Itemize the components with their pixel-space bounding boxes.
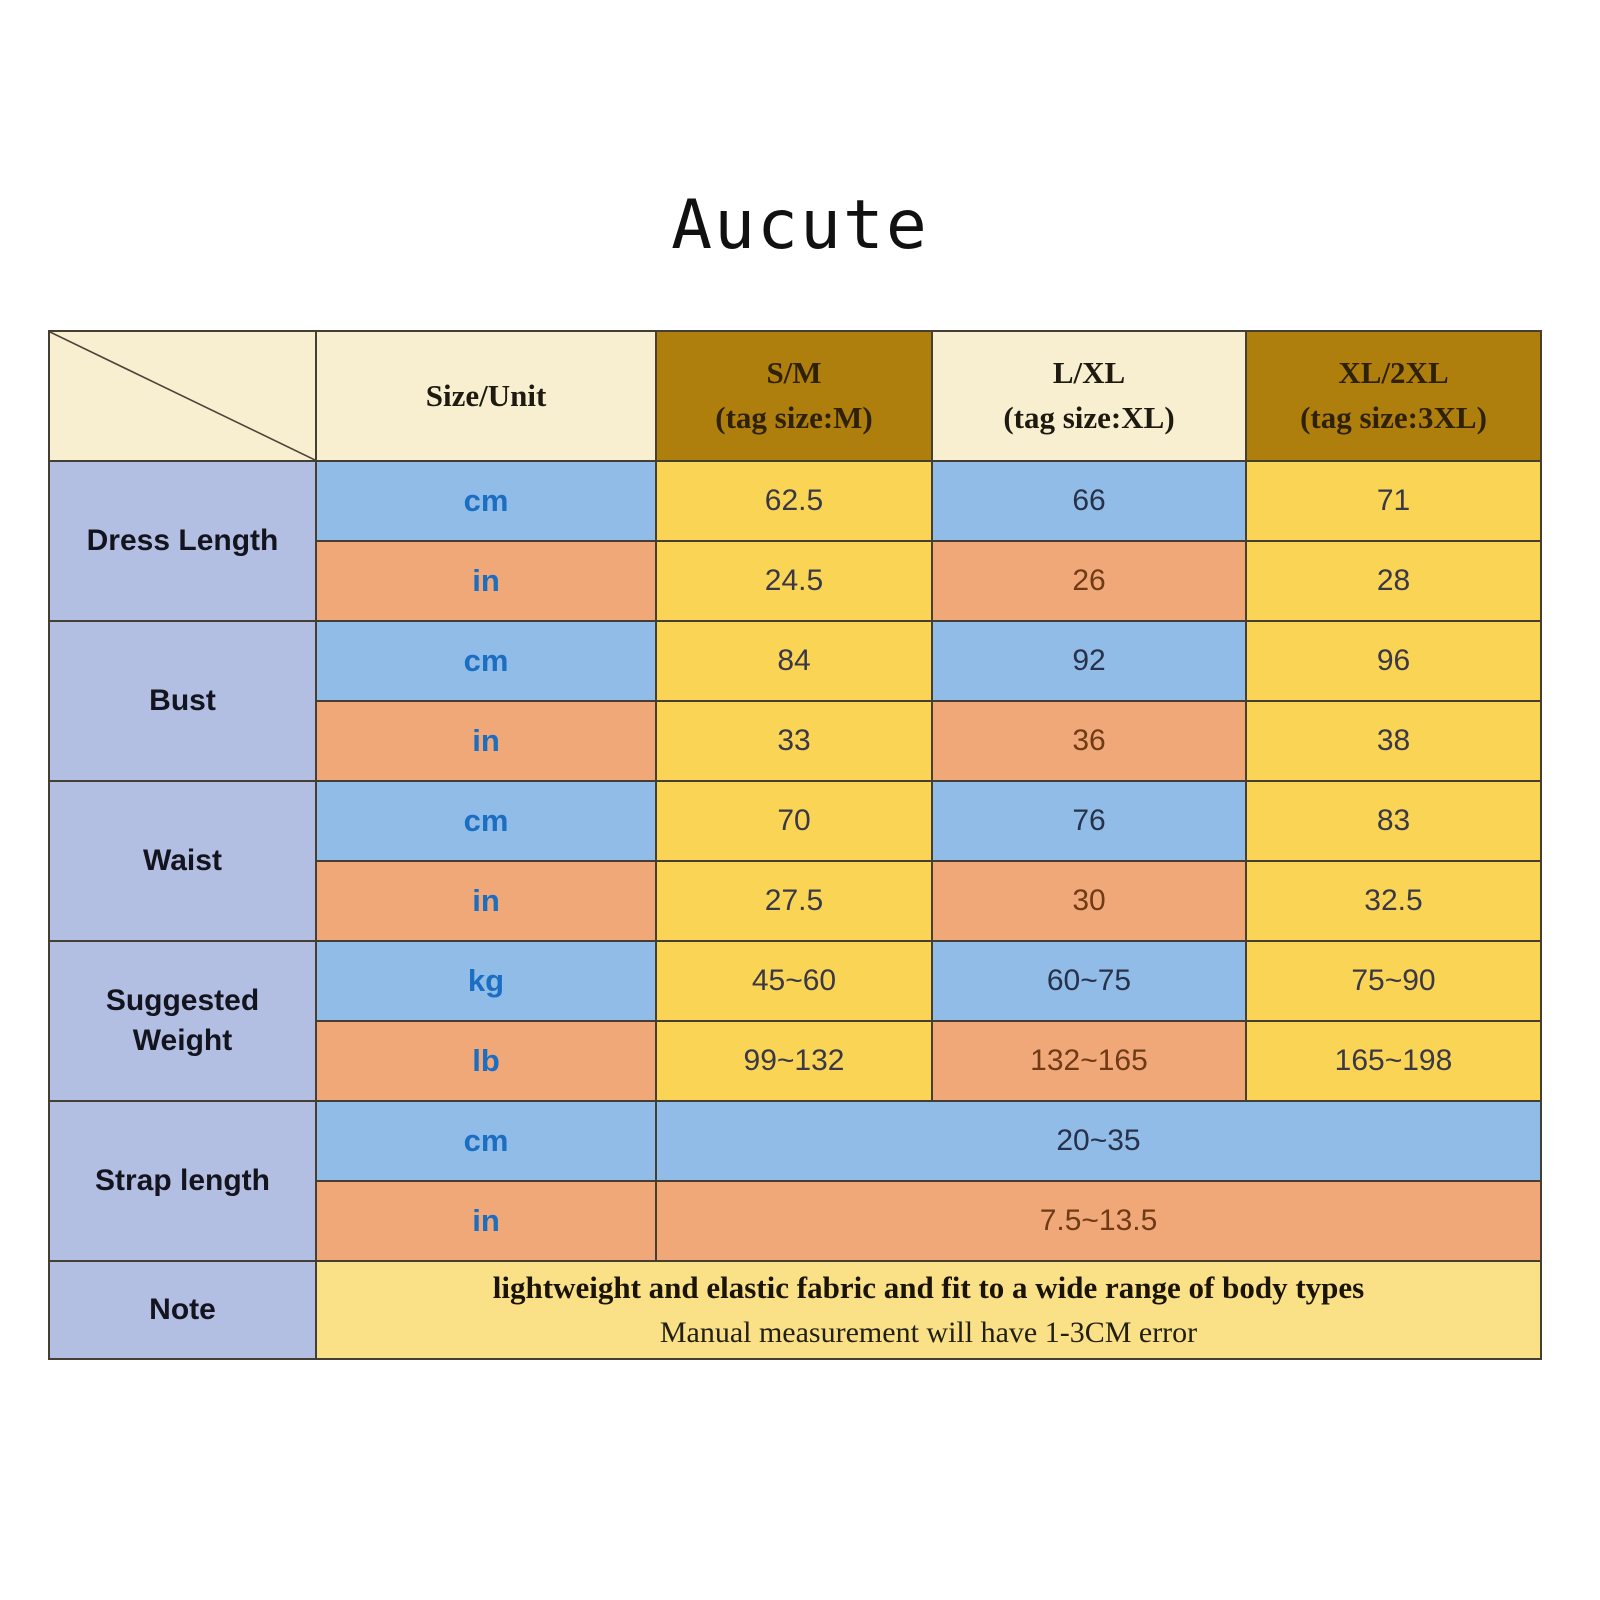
unit-cell: cm [316, 781, 656, 861]
unit-cell: in [316, 541, 656, 621]
value-cell: 66 [932, 461, 1246, 541]
row-label-bust: Bust [49, 621, 316, 781]
value-cell-span: 7.5~13.5 [656, 1181, 1541, 1261]
value-cell: 71 [1246, 461, 1541, 541]
value-cell: 60~75 [932, 941, 1246, 1021]
column-header-xl2xl [1246, 331, 1541, 461]
brand-title: Aucute [671, 186, 929, 265]
note-row [49, 1261, 1541, 1359]
value-cell: 92 [932, 621, 1246, 701]
table-row [49, 781, 1541, 861]
unit-cell: lb [316, 1021, 656, 1101]
unit-cell: cm [316, 461, 656, 541]
value-cell: 83 [1246, 781, 1541, 861]
value-cell: 30 [932, 861, 1246, 941]
size-label: L/XL [1052, 355, 1126, 391]
unit-cell: in [316, 701, 656, 781]
value-cell: 36 [932, 701, 1246, 781]
value-cell: 24.5 [656, 541, 932, 621]
note-line-2: Manual measurement will have 1-3CM error [659, 1315, 1198, 1349]
column-header-lxl [932, 331, 1246, 461]
note-cell [316, 1261, 1541, 1359]
value-cell: 33 [656, 701, 932, 781]
corner-cell [49, 331, 316, 461]
row-label-suggested-weight: Suggested Weight [49, 941, 316, 1101]
table-row [49, 941, 1541, 1021]
row-label-waist: Waist [49, 781, 316, 941]
value-cell: 96 [1246, 621, 1541, 701]
value-cell: 32.5 [1246, 861, 1541, 941]
unit-cell: cm [316, 1101, 656, 1181]
value-cell: 75~90 [1246, 941, 1541, 1021]
value-cell: 28 [1246, 541, 1541, 621]
tag-size-label: (tag size:XL) [1003, 400, 1175, 435]
value-cell: 76 [932, 781, 1246, 861]
value-cell: 45~60 [656, 941, 932, 1021]
table-row [49, 461, 1541, 541]
value-cell: 84 [656, 621, 932, 701]
value-cell: 38 [1246, 701, 1541, 781]
value-cell: 27.5 [656, 861, 932, 941]
header-row [49, 331, 1541, 461]
size-chart-table [48, 330, 1542, 1360]
value-cell: 70 [656, 781, 932, 861]
tag-size-label: (tag size:M) [715, 400, 873, 435]
note-line-1: lightweight and elastic fabric and fit to a wide range of body types [492, 1270, 1365, 1305]
value-cell: 26 [932, 541, 1246, 621]
unit-cell: in [316, 861, 656, 941]
value-cell: 132~165 [932, 1021, 1246, 1101]
table-row [49, 1101, 1541, 1181]
unit-cell: in [316, 1181, 656, 1261]
unit-cell: cm [316, 621, 656, 701]
diagonal-line [50, 332, 315, 460]
value-cell: 99~132 [656, 1021, 932, 1101]
value-cell-span: 20~35 [656, 1101, 1541, 1181]
size-unit-header: Size/Unit [316, 331, 656, 461]
unit-cell: kg [316, 941, 656, 1021]
row-label-strap-length: Strap length [49, 1101, 316, 1261]
tag-size-label: (tag size:3XL) [1300, 400, 1487, 435]
table-row [49, 621, 1541, 701]
value-cell: 62.5 [656, 461, 932, 541]
size-label: S/M [766, 355, 822, 391]
row-label-dress-length: Dress Length [49, 461, 316, 621]
row-label-note: Note [49, 1261, 316, 1359]
size-label: XL/2XL [1338, 355, 1449, 391]
value-cell: 165~198 [1246, 1021, 1541, 1101]
column-header-sm [656, 331, 932, 461]
